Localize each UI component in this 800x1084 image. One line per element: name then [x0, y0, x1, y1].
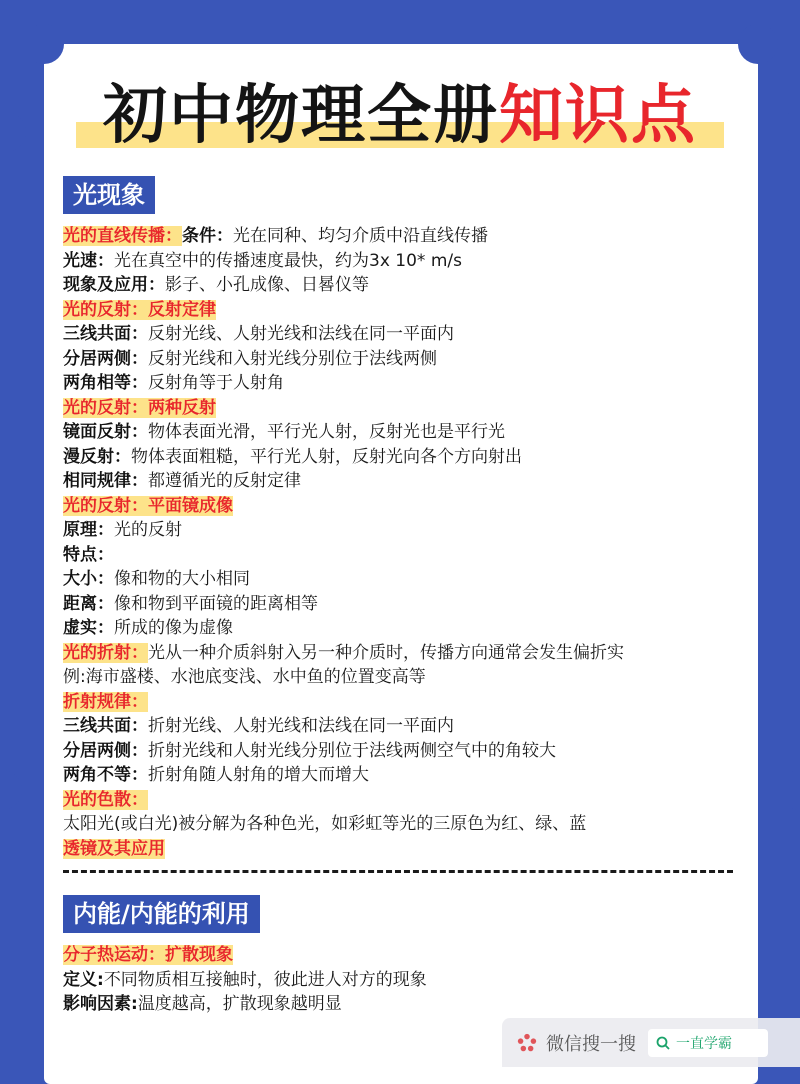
text-line: [63, 347, 753, 372]
description-text: 影子、小孔成像、日晷仪等: [165, 275, 369, 295]
description-text: 光在真空中的传播速度最快，约为3x 10* m/s: [114, 250, 462, 271]
description-text: 例:海市盛楼、水池底变浅、水中鱼的位置变高等: [63, 667, 426, 687]
highlighted-topic: 透镜及其应用: [63, 838, 165, 859]
text-line: [63, 567, 753, 592]
ticket-notch: [738, 24, 778, 64]
text-line: [63, 445, 753, 470]
term-label: 两角相等：: [63, 373, 148, 393]
text-line: [63, 616, 753, 641]
description-text: 折射光线、人射光线和法线在同一平面内: [148, 716, 454, 736]
description-text: 太阳光(或白光)被分解为各种色光，如彩虹等光的三原色为红、绿、蓝: [63, 814, 587, 834]
highlighted-topic: 光的折射：: [63, 642, 148, 663]
section-heading-optics: 光现象: [63, 176, 155, 214]
term-label: 距离：: [63, 593, 114, 614]
term-label: 分居两侧：: [63, 740, 148, 761]
highlighted-topic: 光的直线传播：: [63, 226, 182, 246]
term-label: 原理：: [63, 520, 114, 540]
description-text: 折射角随人射角的增大而增大: [148, 765, 369, 785]
text-line: [63, 992, 753, 1017]
text-line: [63, 739, 753, 764]
watermark-label: 微信搜一搜: [546, 1033, 636, 1055]
ticket-notch: [0, 770, 22, 810]
search-icon: [656, 1036, 670, 1050]
text-line: [63, 494, 753, 519]
term-label: 漫反射：: [63, 446, 131, 467]
text-line: [63, 812, 753, 837]
description-text: 光的反射: [114, 520, 182, 540]
description-text: 物体表面光滑，平行光人射，反射光也是平行光: [148, 422, 505, 442]
text-line: [63, 298, 753, 323]
text-line: [63, 665, 753, 690]
term-label: 影响因素:: [63, 994, 138, 1014]
description-text: 光从一种介质斜射入另一种介质时，传播方向通常会发生偏折实: [148, 642, 624, 663]
text-line: [63, 690, 753, 715]
term-label: 条件：: [182, 226, 233, 246]
term-label: 分居两侧：: [63, 348, 148, 369]
highlighted-topic: 光的反射：两种反射: [63, 397, 216, 418]
term-label: 特点：: [63, 544, 114, 565]
text-line: [63, 322, 753, 347]
term-label: 三线共面：: [63, 324, 148, 344]
description-text: 像和物到平面镜的距离相等: [114, 593, 318, 614]
description-text: 反射光线、人射光线和法线在同一平面内: [148, 324, 454, 344]
text-line: [63, 837, 753, 862]
description-text: 像和物的大小相同: [114, 569, 250, 589]
highlighted-topic: 分子热运动：扩散现象: [63, 945, 233, 965]
text-line: [63, 396, 753, 421]
section-heading-internal-energy: 内能/内能的利用: [63, 895, 260, 933]
description-text: 所成的像为虚像: [114, 618, 233, 638]
description-text: 物体表面粗糙，平行光人射，反射光向各个方向射出: [131, 446, 522, 467]
ticket-notch: [776, 112, 800, 152]
highlighted-topic: 光的色散：: [63, 789, 148, 810]
term-label: 镜面反射：: [63, 422, 148, 442]
description-text: 反射光线和入射光线分别位于法线两侧: [148, 348, 437, 369]
highlighted-topic: 光的反射：反射定律: [63, 299, 216, 320]
description-text: 光在同种、均匀介质中沿直线传播: [233, 226, 488, 246]
description-text: 都遵循光的反射定律: [148, 471, 301, 491]
text-line: [63, 543, 753, 568]
page-title: [60, 66, 740, 156]
term-label: 两角不等：: [63, 765, 148, 785]
term-label: 定义:: [63, 969, 104, 990]
text-line: [63, 641, 753, 666]
term-label: 现象及应用：: [63, 275, 165, 295]
description-text: 温度越高，扩散现象越明显: [137, 994, 342, 1014]
section-lines-optics: [63, 224, 753, 861]
text-line: [63, 469, 753, 494]
ticket-notch: [780, 770, 800, 810]
watermark-search-box[interactable]: [648, 1029, 768, 1057]
text-line: [63, 714, 753, 739]
description-text: 不同物质相互接触时，彼此进人对方的现象: [103, 969, 427, 990]
text-line: [63, 943, 753, 968]
watermark-search-text: 一直学霸: [676, 1035, 732, 1052]
text-line: [63, 968, 753, 993]
section-lines-internal-energy: [63, 943, 753, 1017]
highlighted-topic: 折射规律：: [63, 691, 148, 712]
ticket-notch: [0, 112, 26, 152]
title-red-part: 知识点: [499, 79, 697, 153]
text-line: [63, 518, 753, 543]
text-line: [63, 592, 753, 617]
section-divider: [63, 870, 733, 873]
ticket-notch: [24, 24, 64, 64]
wechat-search-icon: [516, 1032, 538, 1054]
description-text: 反射角等于人射角: [148, 373, 284, 393]
term-label: 三线共面：: [63, 716, 148, 736]
text-line: [63, 420, 753, 445]
wechat-search-watermark[interactable]: [502, 1018, 800, 1067]
text-line: [63, 763, 753, 788]
term-label: 光速：: [63, 250, 114, 271]
highlighted-topic: 光的反射：平面镜成像: [63, 495, 233, 516]
term-label: 虚实：: [63, 618, 114, 638]
text-line: [63, 224, 753, 249]
text-line: [63, 371, 753, 396]
text-line: [63, 788, 753, 813]
description-text: 折射光线和人射光线分别位于法线两侧空气中的角较大: [148, 740, 556, 761]
text-line: [63, 273, 753, 298]
term-label: 大小：: [63, 569, 114, 589]
text-line: [63, 249, 753, 274]
title-black-part: 初中物理全册: [103, 79, 499, 153]
term-label: 相同规律：: [63, 471, 148, 491]
